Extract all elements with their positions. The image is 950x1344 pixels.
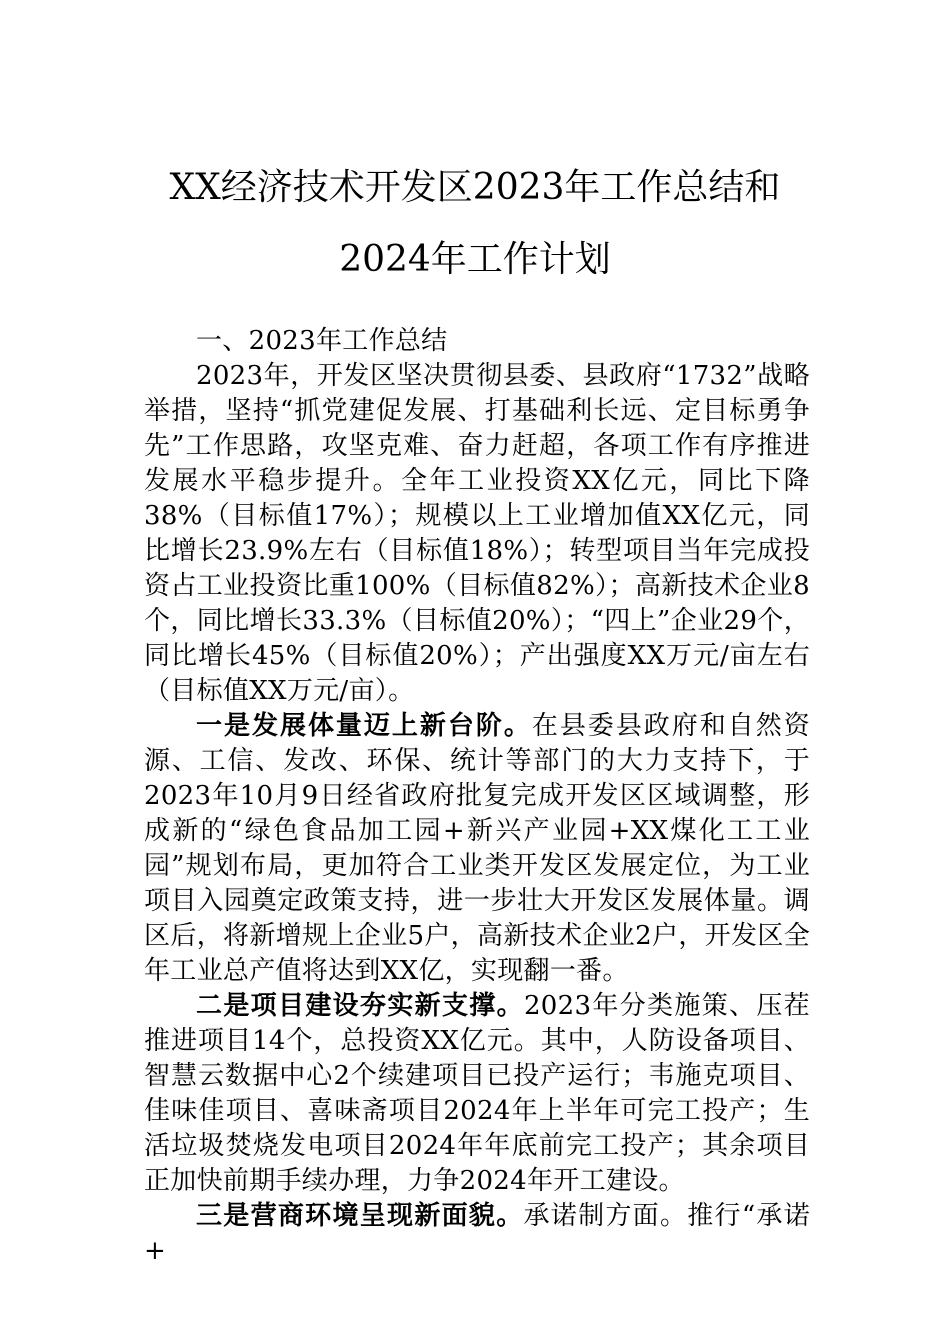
- paragraph-project-construction: [144, 989, 810, 1199]
- document-title-line-2: 2024年工作计划: [339, 239, 611, 280]
- paragraph-lead: 一是发展体量迈上新台阶。: [196, 711, 532, 741]
- section-heading: 一、2023年工作总结: [196, 326, 448, 356]
- document-title-line-1: XX经济技术开发区2023年工作总结和: [169, 167, 781, 208]
- paragraph-business-environment: [144, 1199, 810, 1269]
- paragraph-lead: 三是营商环境呈现新面貌。: [196, 1201, 524, 1231]
- document-body: [144, 324, 810, 1269]
- paragraph-text: 2023年分类施策、压茬推进项目14个，总投资XX亿元。其中，人防设备项目、智慧云数据中心2个续建项目已投产运行；韦施克项目、佳味佳项目、喜味斋项目2024年上半年可完工投产；生活垃圾焚烧发电项目2024年年底前完工投产；其余项目正加快前期手续办理，力争2024年开工建设。: [144, 991, 810, 1196]
- paragraph-lead: 二是项目建设夯实新支撑。: [196, 991, 524, 1021]
- paragraph-text: 在县委县政府和自然资源、工信、发改、环保、统计等部门的大力支持下，于2023年10月9日经省政府批复完成开发区区域调整，形成新的“绿色食品加工园+新兴产业园+XX煤化工工业园”规划布局，更加符合工业类开发区发展定位，为工业项目入园奠定政策支持，进一步壮大开发区发展体量。调区后，将新增规上企业5户，高新技术企业2户，开发区全年工业总产值将达到XX亿，实现翻一番。: [144, 711, 810, 986]
- paragraph-text: 承诺制方面。推行“承诺+: [144, 1201, 810, 1266]
- paragraph-development-scale: [144, 709, 810, 989]
- intro-paragraph: 2023年，开发区坚决贯彻县委、县政府“1732”战略举措，坚持“抓党建促发展、打基础利长远、定目标勇争先”工作思路，攻坚克难、奋力赶超，各项工作有序推进发展水平稳步提升。全年工业投资XX亿元，同比下降38%（目标值17%）；规模以上工业增加值XX亿元，同比增长23.9%左右（目标值18%）；转型项目当年完成投资占工业投资比重100%（目标值82%）；高新技术企业8个，同比增长33.3%（目标值20%）；“四上”企业29个，同比增长45%（目标值20%）；产出强度XX万元/亩左右（目标值XX万元/亩）。: [144, 361, 810, 706]
